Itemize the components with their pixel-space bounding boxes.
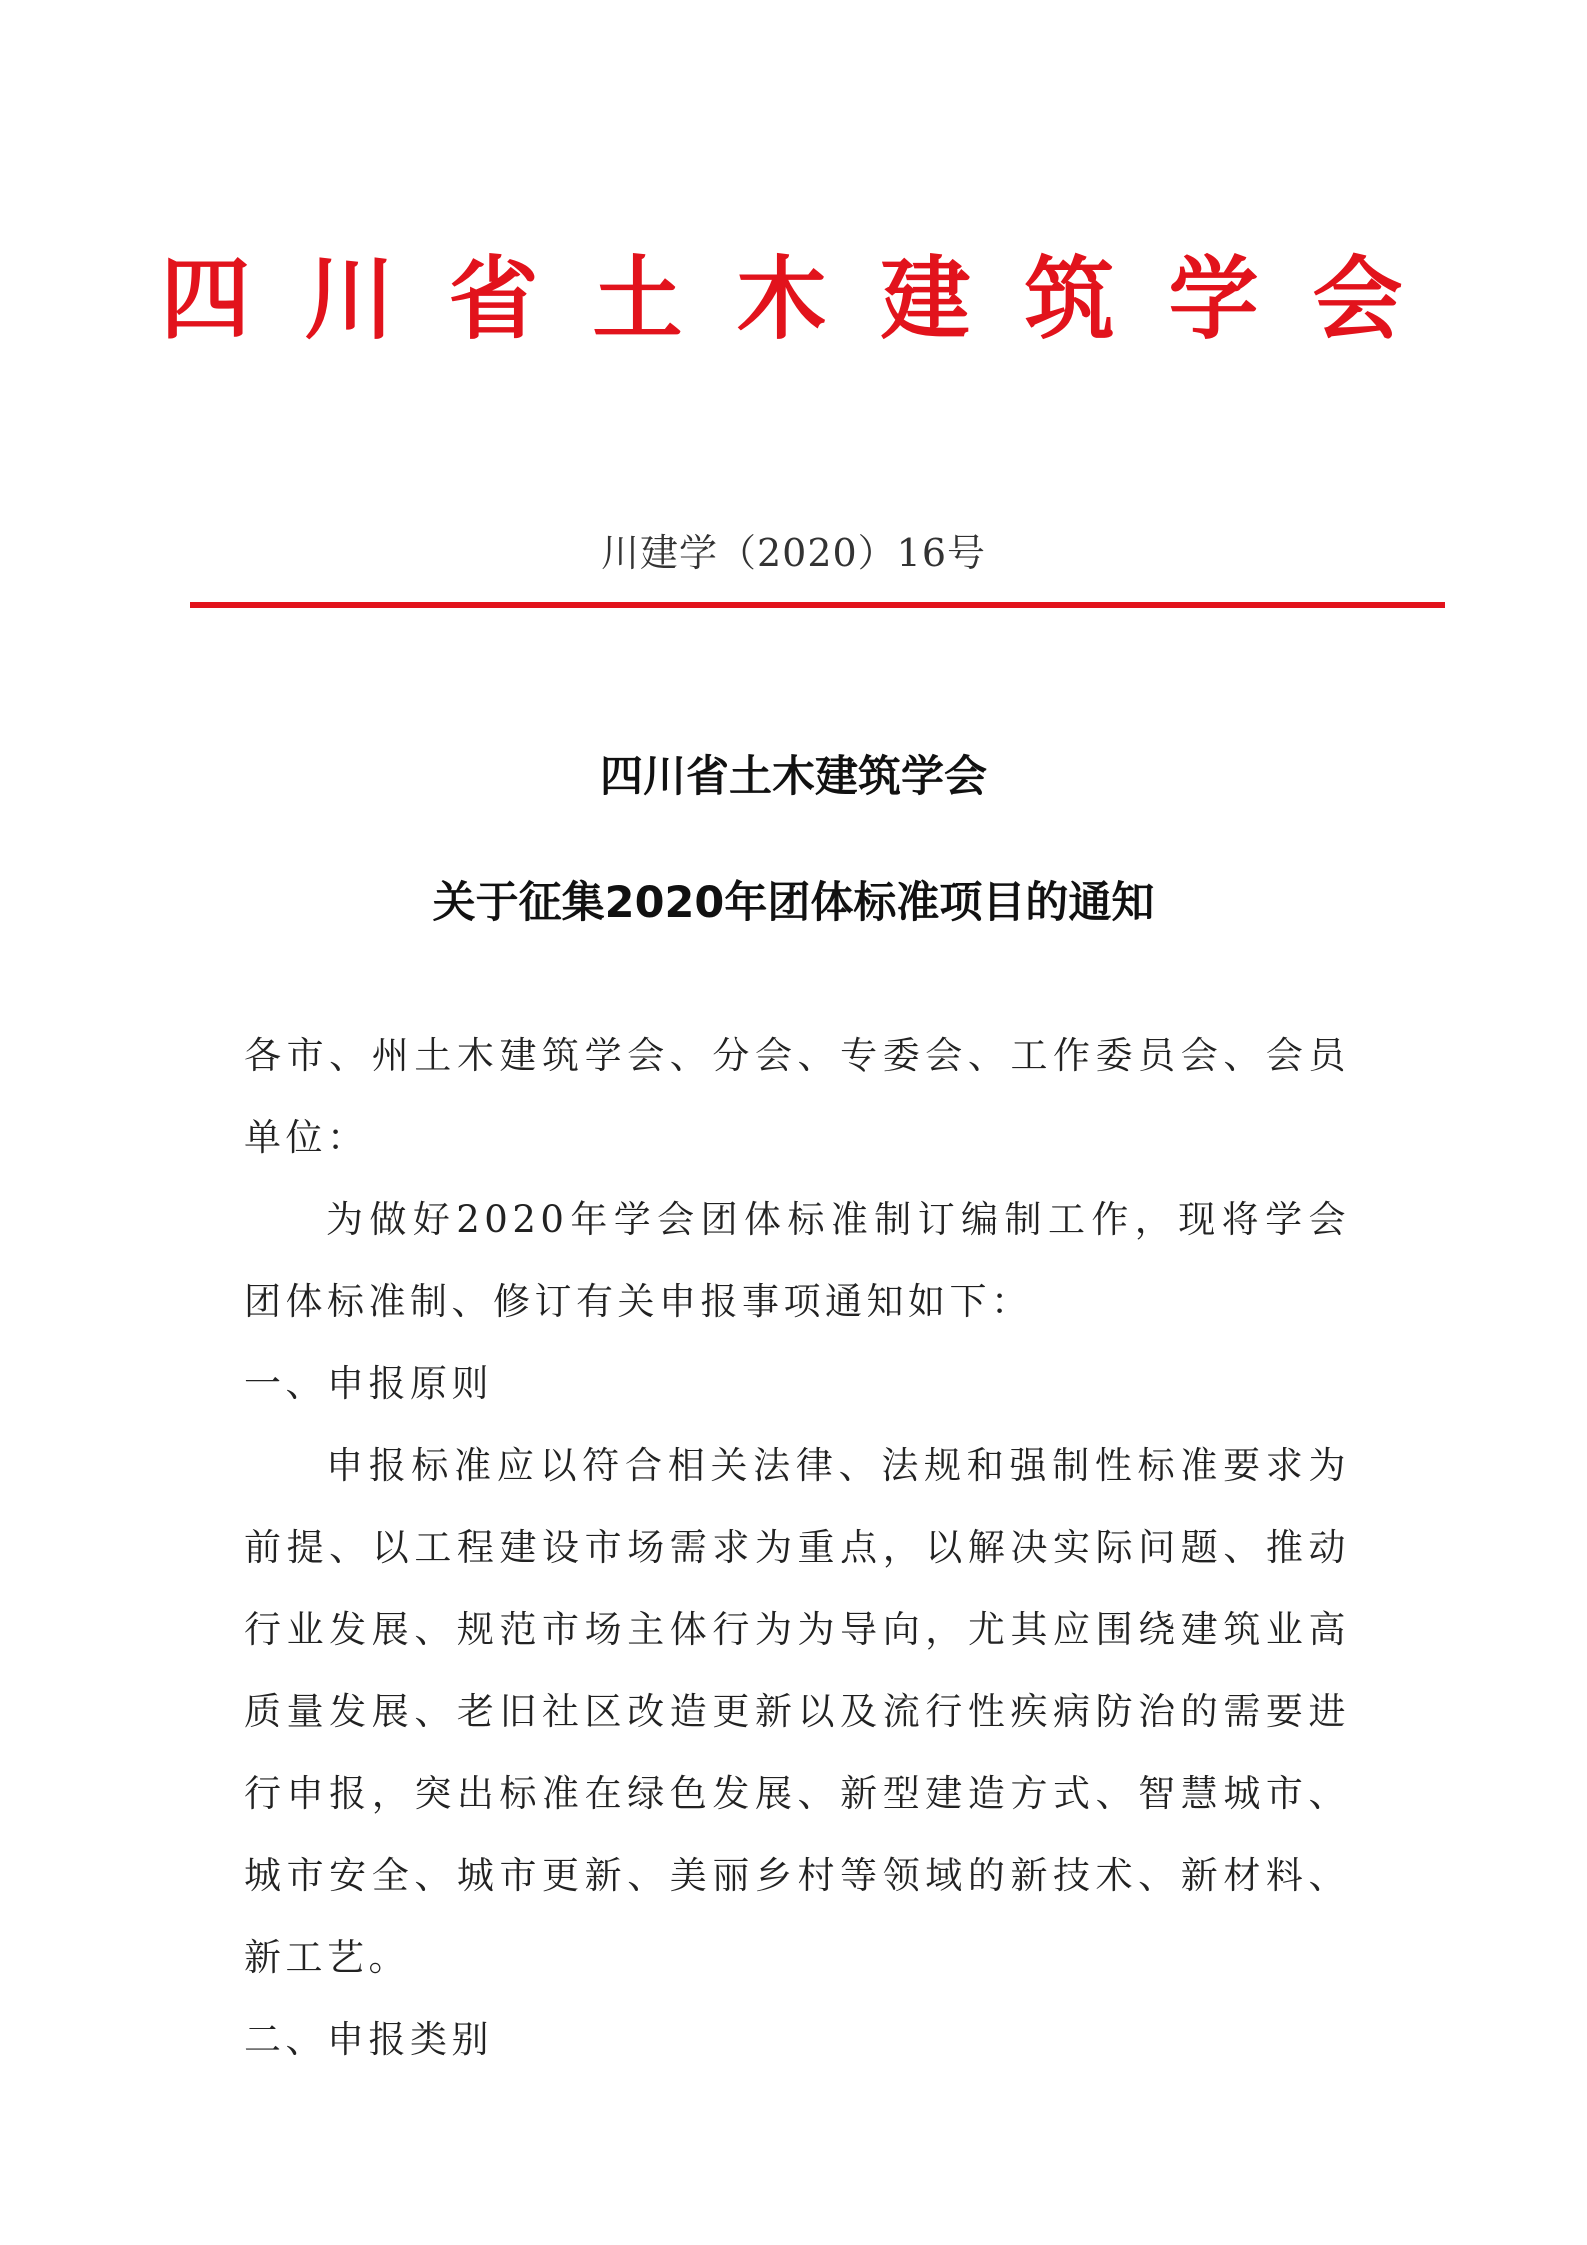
organization-letterhead: 四川省土木建筑学会 xyxy=(160,247,1457,352)
principles-paragraph: 申报标准应以符合相关法律、法规和强制性标准要求为前提、以工程建设市场需求为重点，以解决实际问题、推动行业发展、规范市场主体行为为导向，尤其应围绕建筑业高质量发展、老旧社区改造更新以及流行性疾病防治的需要进行申报，突出标准在绿色发展、新型建造方式、智慧城市、城市安全、城市更新、美丽乡村等领域的新技术、新材料、新工艺。 xyxy=(244,1444,1350,1979)
red-divider-line xyxy=(190,602,1445,608)
document-body xyxy=(244,1015,1350,2081)
salutation: 各市、州土木建筑学会、分会、专委会、工作委员会、会员单位： xyxy=(244,1034,1350,1159)
document-title-line2: 关于征集2020年团体标准项目的通知 xyxy=(432,878,1155,928)
document-number: 川建学（2020）16号 xyxy=(600,531,987,575)
section-heading-categories: 二、申报类别 xyxy=(244,2018,493,2061)
document-title-line1: 四川省土木建筑学会 xyxy=(600,752,987,802)
section-heading-principles: 一、申报原则 xyxy=(244,1362,493,1405)
intro-paragraph: 为做好2020年学会团体标准制订编制工作，现将学会团体标准制、修订有关申报事项通知如下： xyxy=(244,1198,1350,1323)
